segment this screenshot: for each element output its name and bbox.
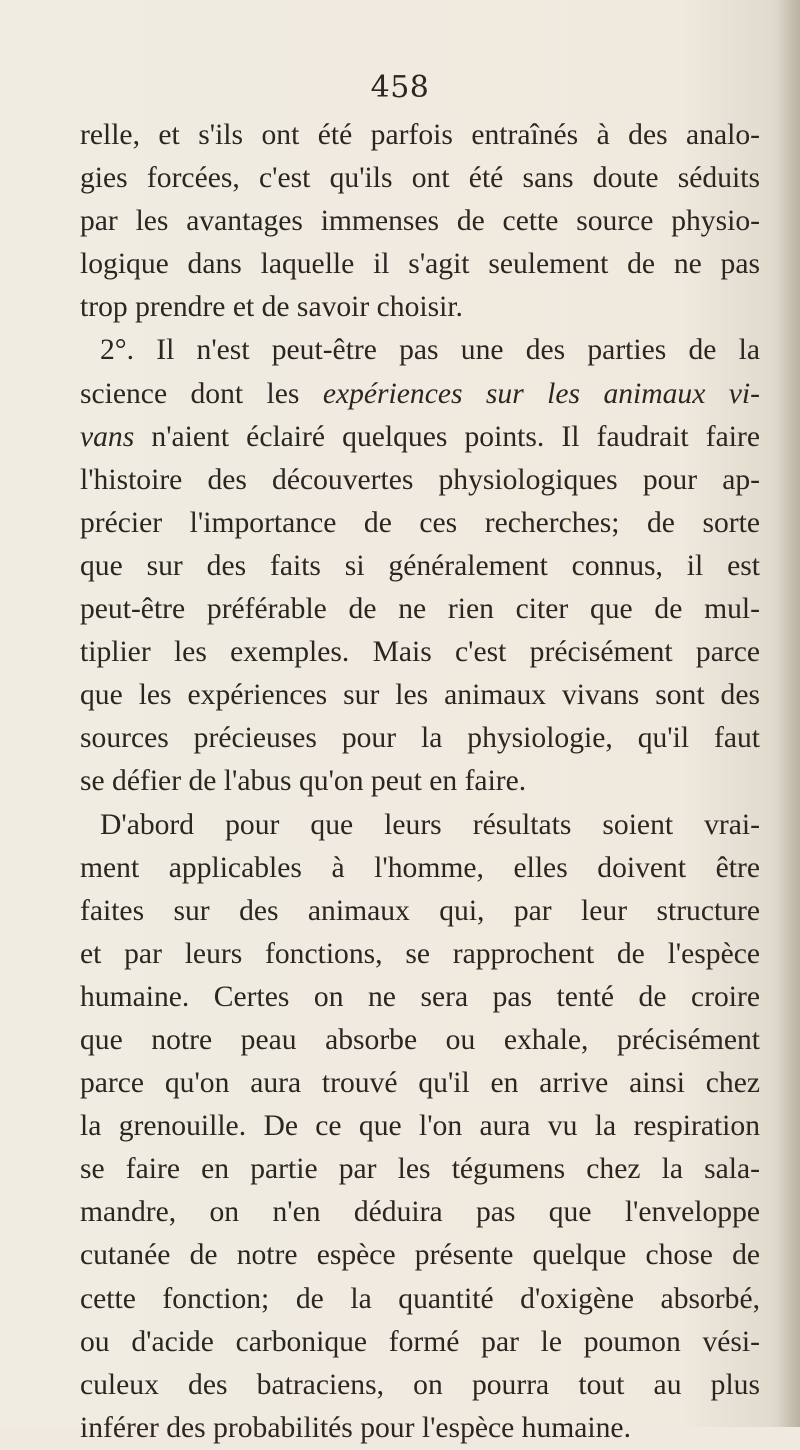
text-line: par les avantages immenses de cette source physio-: [80, 205, 760, 238]
text-line: et par leurs fonctions, se rapprochent de l'espèce: [80, 937, 760, 970]
text-line: culeux des batraciens, on pourra tout au plus: [80, 1368, 760, 1401]
text-line: que notre peau absorbe ou exhale, précisément: [80, 1023, 760, 1056]
text-line: parce qu'on aura trouvé qu'il en arrive ainsi chez: [80, 1067, 760, 1100]
page-number: 458: [370, 70, 430, 105]
text-line: mandre, on n'en déduira pas que l'enveloppe: [80, 1196, 760, 1229]
body-text: [80, 114, 760, 1450]
text-line: faites sur des animaux qui, par leur structure: [80, 894, 760, 927]
text-line: relle, et s'ils ont été parfois entraînés à des analo-: [80, 119, 760, 151]
text-line: cutanée de notre espèce présente quelque chose de: [80, 1239, 760, 1272]
text-line: ou d'acide carbonique formé par le poumon vési-: [80, 1325, 760, 1358]
text-line: se défier de l'abus qu'on peut en faire.: [80, 765, 527, 798]
page-edge-shadow: [778, 0, 800, 1427]
text-line: science dont les expériences sur les animaux vi-: [80, 377, 760, 410]
text-line: gies forcées, c'est qu'ils ont été sans doute séduits: [80, 162, 760, 195]
text-line: que les expériences sur les animaux vivans sont des: [80, 679, 760, 712]
text-line: cette fonction; de la quantité d'oxigène absorbé,: [80, 1282, 760, 1315]
text-line: logique dans laquelle il s'agit seulement de ne pas: [80, 248, 760, 281]
text-line: que sur des faits si généralement connus, il est: [80, 549, 760, 582]
text-line: l'histoire des découvertes physiologiques pour ap-: [80, 463, 760, 496]
text-line: ment applicables à l'homme, elles doivent être: [80, 851, 760, 884]
text-line: la grenouille. De ce que l'on aura vu la respiration: [80, 1110, 760, 1143]
italic-phrase: vans: [80, 420, 135, 453]
text-line: 2°. Il n'est peut-être pas une des parties de la: [100, 334, 760, 367]
text-line: trop prendre et de savoir choisir.: [80, 291, 463, 324]
text-line: humaine. Certes on ne sera pas tenté de croire: [80, 980, 760, 1013]
text-line: sources précieuses pour la physiologie, qu'il faut: [80, 722, 760, 755]
text-line: se faire en partie par les tégumens chez la sala-: [80, 1153, 760, 1186]
text-line: D'abord pour que leurs résultats soient vrai-: [100, 808, 760, 841]
text-line: vans n'aient éclairé quelques points. Il faudrait faire: [80, 420, 760, 453]
italic-phrase: expériences sur les animaux vi-: [322, 377, 760, 410]
text-line: précier l'importance de ces recherches; de sorte: [80, 506, 760, 539]
text-line: tiplier les exemples. Mais c'est précisément parce: [80, 636, 760, 669]
text-line: inférer des probabilités pour l'espèce humaine.: [80, 1411, 631, 1444]
text-line: peut-être préférable de ne rien citer que de mul-: [80, 593, 760, 626]
